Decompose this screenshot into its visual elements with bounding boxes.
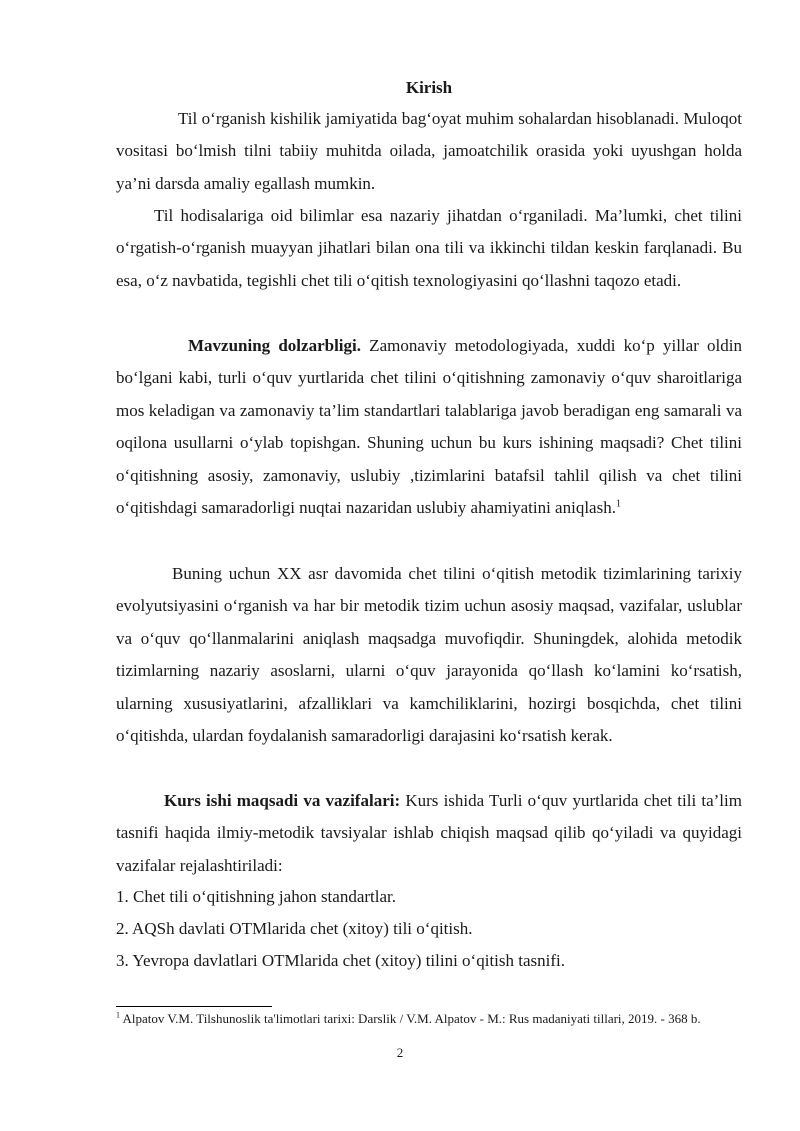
paragraph-theory: Til hodisalariga oid bilimlar esa nazariy jihatdan o‘rganiladi. Ma’lumki, chet tilini o‘rgatish-o‘rganish muayyan jihatlari bilan ona tili va ikkinchi tildan keskin farqlanadi. Bu esa, o‘z navbatida, tegishli chet tili o‘qitish texnologiyasini qo‘llashni taqozo etadi. (116, 206, 742, 290)
goals-text: Kurs ishida Turli o‘quv yurtlarida chet tili ta’lim tasnifi haqida ilmiy-metodik tavsiyalar ishlab chiqish maqsad qilib qo‘yiladi va quyidagi vazifalar rejalashtiriladi: (116, 791, 742, 875)
footnote-ref[interactable]: 1 (615, 498, 621, 510)
footnote-divider (116, 1006, 272, 1007)
list-item: 2. AQSh davlati OTMlarida chet (xitoy) tili o‘qitish. (116, 919, 473, 938)
goals-heading: Kurs ishi maqsadi va vazifalari: (164, 791, 401, 810)
paragraph-intro: Til o‘rganish kishilik jamiyatida bag‘oyat muhim sohalardan hisoblanadi. Muloqot vositasi bo‘lmish tilni tabiiy muhitda oilada, jamoatchilik orasida yoki uyushgan holda ya’ni darsda amaliy egallash mumkin. (116, 109, 742, 193)
footnote-marker: 1 (116, 1010, 120, 1020)
paragraph-goals (116, 785, 742, 882)
page-number: 2 (396, 1045, 404, 1060)
paragraph-method: Buning uchun XX asr davomida chet tilini o‘qitish metodik tizimlarining tarixiy evolyutsiyasini o‘rganish va har bir metodik tizim uchun asosiy maqsad, vazifalar, uslublar va o‘quv qo‘llanmalarini aniqlash maqsadga muvofiqdir. Shuningdek, alohida metodik tizimlarning nazariy asoslarni, ularni o‘quv jarayonida qo‘llash ko‘lamini ko‘rsatish, ularning xususiyatlarini, afzalliklari va kamchiliklarini, hozirgi bosqichda, chet tilini o‘qitishda, ulardan foydalanish samaradorligi darajasini ko‘rsatish kerak. (116, 564, 742, 746)
relevance-text: Zamonaviy metodologiyada, xuddi ko‘p yillar oldin bo‘lgani kabi, turli o‘quv yurtlarida chet tilini o‘qitishning zamonaviy o‘quv sharoitlariga mos keladigan va zamonaviy ta’lim standartlari talablariga javob beradigan eng samarali va oqilona usullarni o‘ylab topishgan. Shuning uchun bu kurs ishining maqsadi? Chet tilini o‘qitishning asosiy, zamonaviy, uslubiy ,tizimlarini batafsil tahlil qilish va chet tilini o‘qitishdagi samaradorligi nuqtai nazaridan uslubiy ahamiyatini aniqlash. (116, 336, 742, 518)
footnote (116, 1011, 742, 1027)
paragraph-relevance (116, 330, 742, 524)
list-item: 3. Yevropa davlatlari OTMlarida chet (xitoy) tilini o‘qitish tasnifi. (116, 951, 565, 970)
section-title: Kirish (405, 78, 453, 97)
footnote-text: Alpatov V.M. Tilshunoslik ta'limotlari tarixi: Darslik / V.M. Alpatov - M.: Rus madaniyati tillari, 2019. - 368 b. (120, 1011, 701, 1026)
relevance-heading: Mavzuning dolzarbligi. (188, 336, 361, 355)
list-item: 1. Chet tili o‘qitishning jahon standartlar. (116, 887, 396, 906)
